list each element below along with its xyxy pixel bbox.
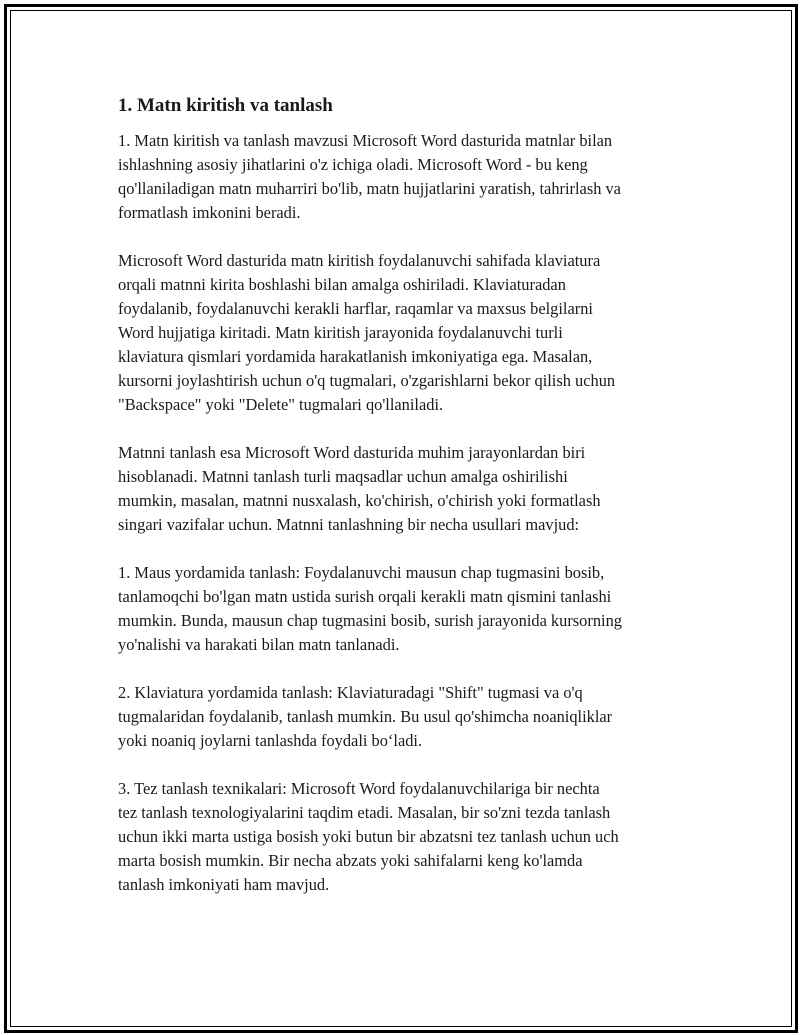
paragraph-text-selection xyxy=(118,441,693,537)
text-line: 1. Maus yordamida tanlash: Foydalanuvchi mausun chap tugmasini bosib, xyxy=(118,563,605,582)
paragraph-mouse-selection xyxy=(118,561,693,657)
text-line: mumkin. Bunda, mausun chap tugmasini bosib, surish jarayonida kursorning xyxy=(118,611,622,630)
text-line: singari vazifalar uchun. Matnni tanlashning bir necha usullari mavjud: xyxy=(118,515,580,534)
text-line: tugmalaridan foydalanib, tanlash mumkin. Bu usul qo'shimcha noaniqliklar xyxy=(118,707,613,726)
text-line: 1. Matn kiritish va tanlash mavzusi Microsoft Word dasturida matnlar bilan xyxy=(118,131,613,150)
text-line: Microsoft Word dasturida matn kiritish foydalanuvchi sahifada klaviatura xyxy=(118,251,601,270)
text-line: Word hujjatiga kiritadi. Matn kiritish jarayonida foydalanuvchi turli xyxy=(118,323,563,342)
text-line: mumkin, masalan, matnni nusxalash, ko'chirish, o'chirish yoki formatlash xyxy=(118,491,601,510)
text-line: yoki noaniq joylarni tanlashda foydali bo‘ladi. xyxy=(118,731,423,750)
text-line: tanlash imkoniyati ham mavjud. xyxy=(118,875,330,894)
text-line: kursorni joylashtirish uchun o'q tugmalari, o'zgarishlarni bekor qilish uchun xyxy=(118,371,616,390)
text-line: formatlash imkonini beradi. xyxy=(118,203,301,222)
text-line: ishlashning asosiy jihatlarini o'z ichiga oladi. Microsoft Word - bu keng xyxy=(118,155,588,174)
text-line: 2. Klaviatura yordamida tanlash: Klaviaturadagi "Shift" tugmasi va o'q xyxy=(118,683,583,702)
text-line: orqali matnni kirita boshlashi bilan amalga oshiriladi. Klaviaturadan xyxy=(118,275,566,294)
text-line: yo'nalishi va harakati bilan matn tanlanadi. xyxy=(118,635,400,654)
paragraph-text-input xyxy=(118,249,693,417)
document-body xyxy=(118,92,693,921)
paragraph-quick-selection xyxy=(118,777,693,897)
text-line: uchun ikki marta ustiga bosish yoki butun bir abzatsni tez tanlash uchun uch xyxy=(118,827,619,846)
text-line: klaviatura qismlari yordamida harakatlanish imkoniyatiga ega. Masalan, xyxy=(118,347,593,366)
paragraph-intro xyxy=(118,129,693,225)
text-line: qo'llaniladigan matn muharriri bo'lib, matn hujjatlarini yaratish, tahrirlash va xyxy=(118,179,621,198)
text-line: marta bosish mumkin. Bir necha abzats yoki sahifalarni keng ko'lamda xyxy=(118,851,583,870)
text-line: tez tanlash texnologiyalarini taqdim etadi. Masalan, bir so'zni tezda tanlash xyxy=(118,803,611,822)
text-line: 3. Tez tanlash texnikalari: Microsoft Word foydalanuvchilariga bir nechta xyxy=(118,779,600,798)
text-line: hisoblanadi. Matnni tanlash turli maqsadlar uchun amalga oshirilishi xyxy=(118,467,568,486)
text-line: "Backspace" yoki "Delete" tugmalari qo'llaniladi. xyxy=(118,395,444,414)
paragraph-keyboard-selection xyxy=(118,681,693,753)
text-line: foydalanib, foydalanuvchi kerakli harflar, raqamlar va maxsus belgilarni xyxy=(118,299,593,318)
text-line: Matnni tanlash esa Microsoft Word dasturida muhim jarayonlardan biri xyxy=(118,443,586,462)
document-title: 1. Matn kiritish va tanlash xyxy=(118,95,333,116)
text-line: tanlamoqchi bo'lgan matn ustida surish orqali kerakli matn qismini tanlashi xyxy=(118,587,612,606)
